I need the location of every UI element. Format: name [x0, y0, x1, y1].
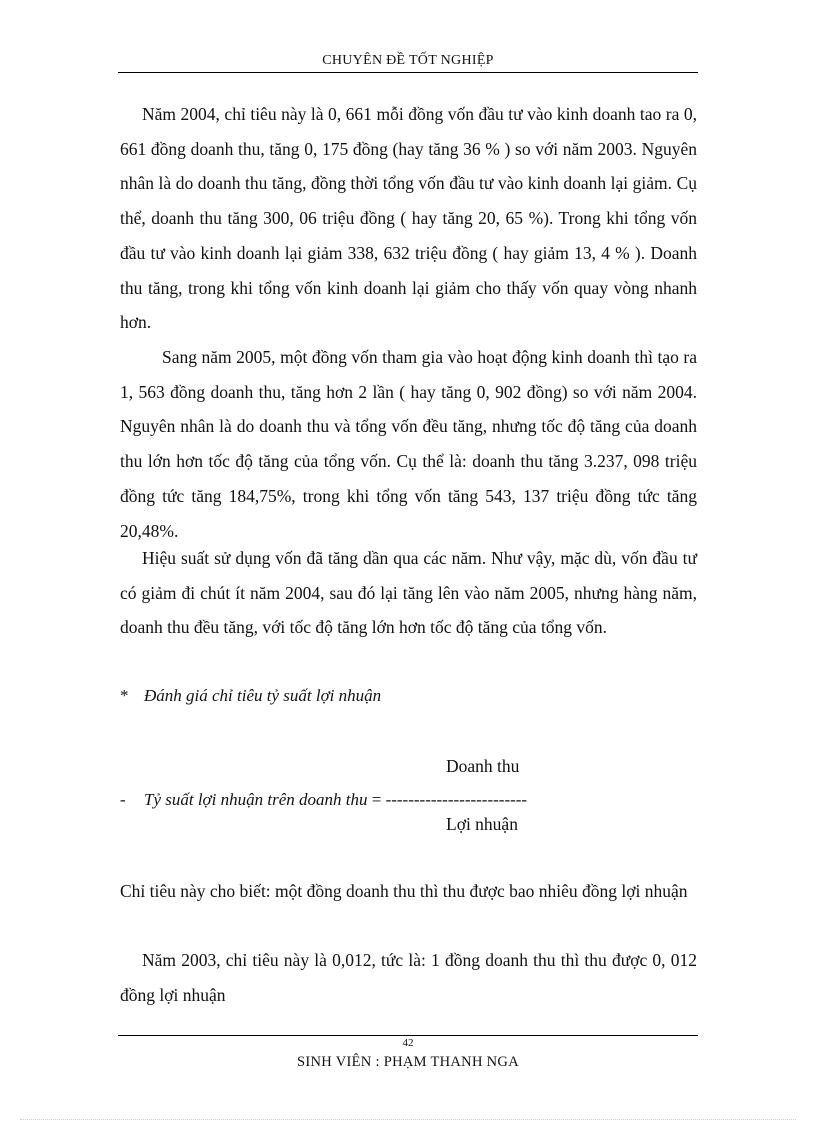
paragraph-5-block [120, 943, 697, 1012]
page-edge-divider [20, 1119, 796, 1120]
formula-row [120, 790, 527, 810]
formula-dash: - [120, 790, 126, 809]
paragraph-3-block [120, 541, 697, 645]
bullet-star: * [120, 686, 129, 705]
paragraph-4-block [120, 874, 697, 909]
formula-fraction-line: ------------------------- [385, 790, 528, 809]
paragraph-1-block [120, 97, 697, 340]
paragraph: Năm 2003, chỉ tiêu này là 0,012, tức là: 1 đồng doanh thu thì thu được 0, 012 đồng lợi nhuận [120, 950, 697, 1005]
header-rule [118, 72, 698, 73]
section-heading [120, 686, 381, 706]
page-header-title: CHUYÊN ĐỀ TỐT NGHIỆP [322, 53, 494, 68]
formula-label: Tỷ suất lợi nhuận trên doanh thu [144, 790, 368, 809]
formula-equals: = [367, 790, 386, 809]
formula-numerator: Doanh thu [446, 756, 520, 776]
section-heading-text: Đánh giá chỉ tiêu tỷ suất lợi nhuận [144, 686, 382, 705]
paragraph: Năm 2004, chỉ tiêu này là 0, 661 mỗi đồng vốn đầu tư vào kinh doanh tao ra 0, 661 đồng doanh thu, tăng 0, 175 đồng (hay tăng 36 % ) so với năm 2003. Nguyên nhân là do doanh thu tăng, đồng thời tổng vốn đầu tư vào kinh doanh lại giảm. Cụ thể, doanh thu tăng 300, 06 triệu đồng ( hay tăng 20, 65 %). Trong khi tổng vốn đầu tư vào kinh doanh lại giảm 338, 632 triệu đồng ( hay giảm 13, 4 % ). Doanh thu tăng, trong khi tổng vốn kinh doanh lại giảm cho thấy vốn quay vòng nhanh hơn. [120, 104, 697, 333]
footer-author: SINH VIÊN : PHẠM THANH NGA [297, 1054, 519, 1070]
paragraph: Hiệu suất sử dụng vốn đã tăng dần qua các năm. Như vậy, mặc dù, vốn đầu tư có giảm đi chút ít năm 2004, sau đó lại tăng lên vào năm 2005, nhưng hàng năm, doanh thu đều tăng, với tốc độ tăng lớn hơn tốc độ tăng của tổng vốn. [120, 548, 697, 638]
footer-rule [118, 1035, 698, 1036]
paragraph: Chỉ tiêu này cho biết: một đồng doanh thu thì thu được bao nhiêu đồng lợi nhuận [120, 881, 688, 901]
formula-denominator: Lợi nhuận [446, 814, 518, 834]
paragraph: Sang năm 2005, một đồng vốn tham gia vào hoạt động kinh doanh thì tạo ra 1, 563 đồng doanh thu, tăng hơn 2 lần ( hay tăng 0, 902 đồng) so với năm 2004. Nguyên nhân là do doanh thu và tổng vốn đều tăng, nhưng tốc độ tăng của doanh thu lớn hơn tốc độ tăng của tổng vốn. Cụ thể là: doanh thu tăng 3.237, 098 triệu đồng tức tăng 184,75%, trong khi tổng vốn tăng 543, 137 triệu đồng tức tăng 20,48%. [120, 347, 697, 541]
page-number: 42 [402, 1037, 414, 1049]
paragraph-2-block [120, 340, 697, 548]
